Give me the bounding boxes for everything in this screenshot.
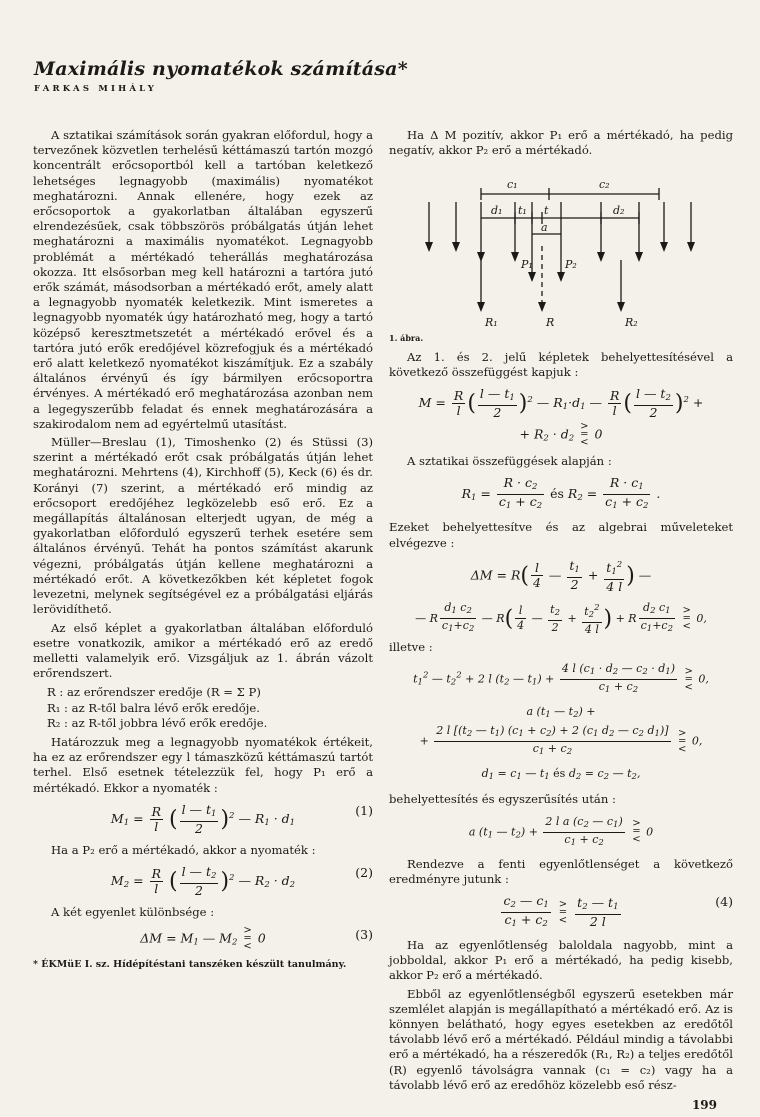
definition-r2: R₂ : az R-től jobbra lévő erők eredője. xyxy=(47,715,268,730)
equation-expanded-2: a ($t_1$ — $t_2$) + xyxy=(526,705,596,721)
label-r: R xyxy=(546,316,555,330)
label-c2: c₂ xyxy=(599,178,610,192)
figure-caption: 1. ábra. xyxy=(389,332,424,343)
footnote: * ÉKMüE I. sz. Hídépítéstani tanszéken készült tanulmány. xyxy=(33,959,347,971)
definition-r: R : az erőrendszer eredője (R = Σ P) xyxy=(47,685,261,700)
text-illetve: illetve : xyxy=(389,639,433,654)
paragraph-substitution: Az 1. és 2. jelű képletek behelyettesítésével a következő összefüggést kapjuk : xyxy=(389,349,733,380)
page-number: 199 xyxy=(691,1098,717,1112)
equation-m-combined: M = $\frac{R}{l}$ ( $\frac{l — t_1}{2}$ )$^2$ — $R_1\cdot d_1$ — $\frac{R}{l}$ ( $\frac{l — t_2}{2}$ )$^2$ + xyxy=(418,386,704,421)
paragraph-moment-p1: Határozzuk meg a legnagyobb nyomatékok értékeit, ha ez az erőrendszer egy l támaszközű kéttámaszú tartót terhel. Első esetnek tételezzük fel, hogy P₁ erő a mértékadó. Ekkor a nyomaték : xyxy=(33,734,373,795)
label-d1: d₁ xyxy=(491,204,503,218)
paragraph-moment-p2: Ha a P₂ erő a mértékadó, akkor a nyomaték : xyxy=(51,842,316,857)
force-diagram xyxy=(389,164,733,334)
paragraph-rearrange: Rendezve a fenti egyenlőtlenséget a következő eredményre jutunk : xyxy=(389,856,733,886)
equation-delta-m: ΔM = R( $\frac{l}{4}$ — $\frac{t_1}{2}$ + $\frac{t_1^2}{4 l}$ ) — xyxy=(470,558,652,594)
paragraph-observation: Ebből az egyenlőtlenségből egyszerű esetekben már szemlélet alapján is megállapítható a mértékadó erő. Az is könnyen belátható, hogy egyes esetekben az eredőtől távolabb lévő erő a mértékadó. Például mindig a távolabbi erő a mértékadó, ha a részeredők (R₁, R₂) a teljes eredőtől (R) egyenlő távolságra vannak (c₁ = c₂) vagy ha a távolabb lévő erő az eredőhöz közelebb eső rész- xyxy=(389,986,733,1092)
left-column xyxy=(33,128,373,971)
equation-expanded: $t_1^2$ — $t_2^2 + 2$ l ($t_2$ — $t_1$) + $\frac{4 l (c_1 \cdot d_2 — c_2 \cdot d_1)}{c_1 + c_2}$ > = < 0, xyxy=(413,662,709,696)
label-r1: R₁ xyxy=(485,316,498,330)
paragraph-statics: A sztatikai összefüggések alapján : xyxy=(407,454,612,469)
equation-delta-m-cont: — R $\frac{d_1 c_2}{c_1+c_2}$ — R( $\frac{l}{4}$ — $\frac{t_2}{2}$ + $\frac{t_2^2}{4 l}$ ) + R $\frac{d_2 c_1}{c_1+c_2}$ > = < 0, xyxy=(415,601,707,636)
article-title: Maximális nyomatékok számítása* xyxy=(34,58,408,80)
equation-expanded-2-cont: + $\frac{2 l [(t_2 — t_1) (c_1 + c_2) + 2 (c_1 d_2 — c_2 d_1)]}{c_1 + c_2}$ > = < 0, xyxy=(419,724,703,758)
equation-2: $M_2$ = $\frac{R}{l}$ ( $\frac{l — t_2}{2}$ )$^2$ — $R_2 \cdot d_2$ (2) xyxy=(110,863,373,898)
label-p2: P₂ xyxy=(565,258,577,272)
paragraph-intro: A sztatikai számítások során gyakran előfordul, hogy a tervezőnek közvetlen terhelésű kéttámaszú tartón mozgó koncentrált erőcsoportból kell a tartóban keletkező lehetséges legnagyobb (maximális) nyomatékot meghatározni. Annak ellenére, hogy ezek az erőcsoportok a gyakorlatban általában egyszerű elrendezésűek, csak többszörös próbálgatás útján lehet meghatározni a maximális nyomatékot. Legnagyobb problémát a mértékadó teherállás meghatározása okozza. Itt elsősorban meg kell határozni a tartóra jutó erők számát, másodsorban a mértékadó erőt, amely alatt a legnagyobb nyomaték keletkezik. Mint ismeretes a legnagyobb nyomaték úgy határozható meg, hogy a tartó középső keresztmetszetét a mértékadó erővel és a tartóra jutó erők eredőjével közrefogjuk és a mértékadó erő alatt keletkező nyomatékot kiszámítjuk. Ez a szabály általános érvényű és így bármilyen erőcsoportra érvényes. A mértékadó erő meghatározása azonban nem a legegyszerűbb feladat és ennek meghatározására a szakirodalom nem ad egyértelmű utasítást. xyxy=(33,128,373,431)
label-t: t xyxy=(544,204,549,218)
paragraph-simplify: behelyettesítés és egyszerűsítés után : xyxy=(389,792,616,807)
paragraph-difference: A két egyenlet különbsége : xyxy=(51,904,215,919)
paragraph-inequality-rule: Ha az egyenlőtlenség baloldala nagyobb, mint a jobboldal, akkor P₁ erő a mértékadó, ha pedig kisebb, akkor P₂ erő a mértékadó. xyxy=(389,938,733,983)
paragraph-literature: Müller—Breslau (1), Timoshenko (2) és Stüssi (3) szerint a mértékadó erőt csak próbálgatás útján lehet meghatározni. Mehrtens (4), Kirchhoff (5), Keck (6) és dr. Korányi (7) szerint, a mértékadó erő mindig az erőcsoport eredőjéhez legközelebb eső erő. Ez a megállapítás általánosan elterjedt ugyan, de még a gyakorlatban előforduló egyszerű terhek esetére sem általános érvényű. Tehát ha pontos számítást akarunk végezni, próbálgatás útján kellene meghatározni a mértékadó erőt. A következőkben két képletet fogok levezetni, melynek segítségével ez a próbálgatási eljárás lerövidíthető. xyxy=(33,435,373,617)
equation-4: $\frac{c_2 — c_1}{c_1 + c_2}$ > = < $\frac{t_2 — t_1}{2 l}$ (4) xyxy=(503,893,733,930)
label-p1: P₁ xyxy=(521,258,533,272)
label-t1: t₁ xyxy=(518,204,527,218)
definition-r1: R₁ : az R-től balra lévő erők eredője. xyxy=(47,700,260,715)
paragraph-sign-rule: Ha Δ M pozitív, akkor P₁ erő a mértékadó, ha pedig negatív, akkor P₂ erő a mértékadó. xyxy=(389,128,733,158)
label-d2: d₂ xyxy=(613,204,625,218)
equation-3: $\Delta M = M_1$ — $M_2$ > = < 0 (3) xyxy=(140,925,373,953)
equation-simplified: a ($t_1$ — $t_2$) + $\frac{2 l a (c_2 — c_1)}{c_1 + c_2}$ > = < 0 xyxy=(468,814,654,848)
label-c1: c₁ xyxy=(507,178,518,192)
label-r2: R₂ xyxy=(625,316,638,330)
article-author: FARKAS MIHÁLY xyxy=(34,84,158,94)
paragraph-algebra: Ezeket behelyettesítve és az algebrai műveleteket elvégezve : xyxy=(389,520,733,550)
figure-1 xyxy=(389,164,733,345)
equation-resultants: $R_1$ = $\frac{R \cdot c_2}{c_1 + c_2}$ és $R_2$ = $\frac{R \cdot c_1}{c_1 + c_2}$ . xyxy=(461,475,661,512)
equation-1-number: (1) xyxy=(355,802,373,818)
equation-1: $M_1$ = $\frac{R}{l}$ ( $\frac{l — t_1}{2}$ )$^2$ — $R_1 \cdot d_1$ (1) xyxy=(110,801,373,836)
definition-list xyxy=(47,685,373,731)
equation-m-combined-cont: + $R_2 \cdot d_2$ > = < 0 xyxy=(519,421,603,449)
equation-4-number: (4) xyxy=(715,894,733,910)
right-column xyxy=(389,128,733,1096)
equation-2-number: (2) xyxy=(355,864,373,880)
paragraph-first-formula: Az első képlet a gyakorlatban általában előforduló esetre vonatkozik, amikor a mértékadó erő az eredő melletti valamelyik erő. Vizsgáljuk az 1. ábrán vázolt erőrendszert. xyxy=(33,620,373,681)
label-a: a xyxy=(541,221,548,235)
equation-3-number: (3) xyxy=(355,927,373,943)
equation-d-relations: $d_1 = c_1$ — $t_1$ és $d_2 = c_2$ — $t_2$, xyxy=(481,767,641,783)
